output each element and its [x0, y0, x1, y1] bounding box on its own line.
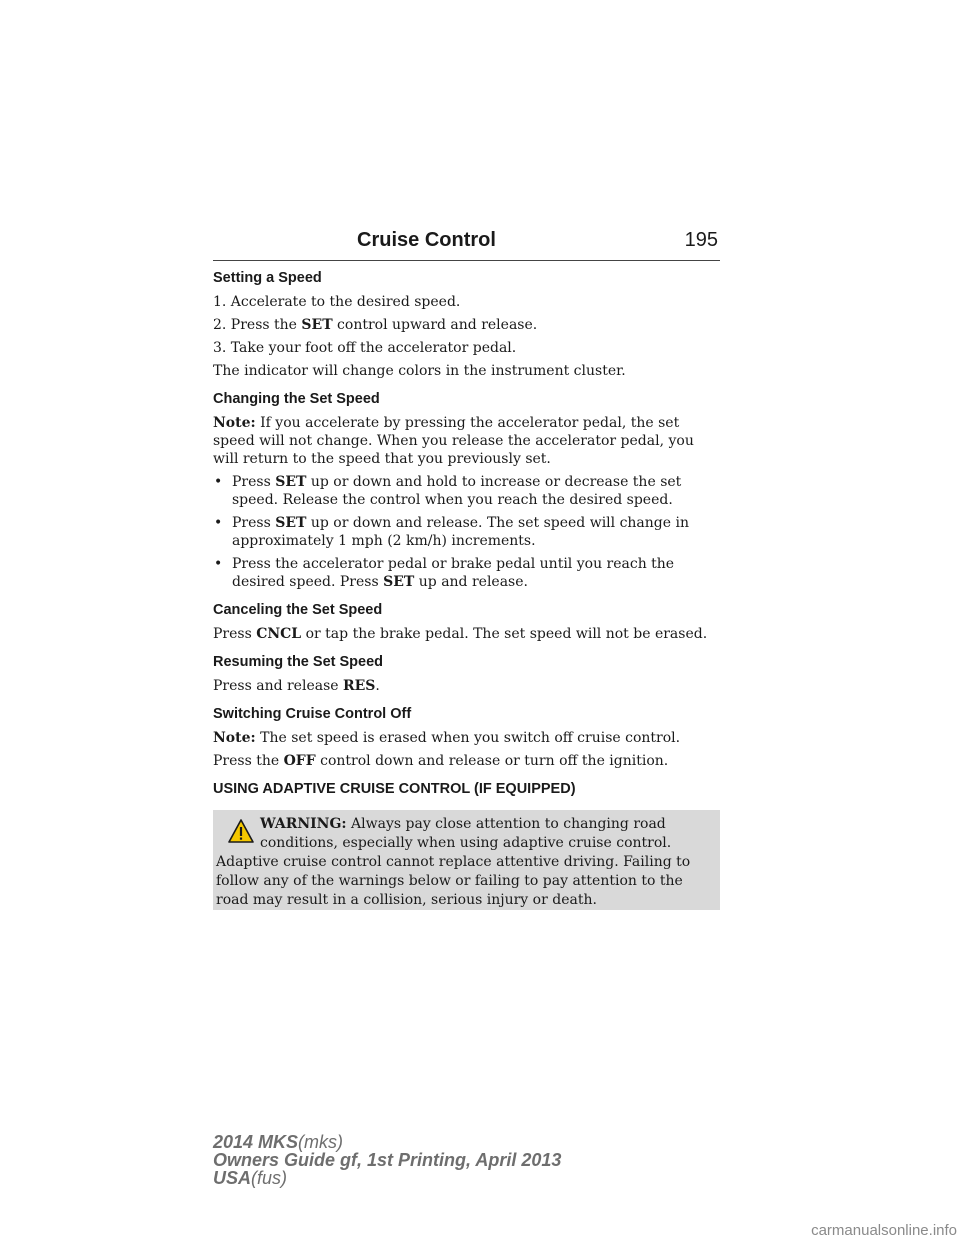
setting-step-2 — [213, 316, 723, 334]
model-code: (mks) — [298, 1132, 344, 1152]
bullet-item — [213, 514, 723, 550]
text: Press — [213, 626, 257, 642]
text: Press — [232, 515, 276, 531]
setting-step-1: 1. Accelerate to the desired speed. — [213, 294, 461, 310]
page-header — [213, 229, 720, 261]
warning-label: WARNING: — [260, 816, 347, 832]
header-rule — [213, 260, 720, 261]
text: or tap the brake pedal. The set speed will not be erased. — [301, 626, 708, 642]
text: . — [375, 678, 380, 694]
note-label: Note: — [213, 415, 256, 431]
watermark: carmanualsonline.info — [811, 1222, 957, 1239]
warning-line-2: conditions, especially when using adaptive cruise control. — [260, 835, 672, 851]
market-code: (fus) — [251, 1168, 288, 1188]
note-text: The set speed is erased when you switch off cruise control. — [255, 730, 681, 746]
warning-box — [213, 810, 720, 910]
text: 2. Press the — [213, 317, 302, 333]
switching-text — [213, 752, 723, 770]
heading-switching-off: Switching Cruise Control Off — [213, 706, 412, 722]
canceling-text — [213, 625, 723, 643]
heading-resuming-speed: Resuming the Set Speed — [213, 654, 384, 670]
setting-step-3: 3. Take your foot off the accelerator pedal. — [213, 340, 517, 356]
control-name-off: OFF — [283, 753, 316, 769]
note-label: Note: — [213, 730, 256, 746]
warning-text — [216, 815, 716, 910]
text: Always pay close attention to changing road — [346, 816, 666, 832]
warning-line-1 — [216, 815, 716, 834]
heading-canceling-speed: Canceling the Set Speed — [213, 602, 383, 618]
section-title: Cruise Control — [357, 229, 496, 251]
model-name: 2014 MKS — [213, 1132, 299, 1152]
heading-changing-speed: Changing the Set Speed — [213, 391, 380, 407]
text: control upward and release. — [332, 317, 538, 333]
bullet-item — [213, 473, 723, 509]
control-name-cncl: CNCL — [256, 626, 302, 642]
heading-setting-speed: Setting a Speed — [213, 270, 322, 286]
control-name-set: SET — [301, 317, 333, 333]
control-name-set: SET — [383, 574, 415, 590]
control-name-set: SET — [275, 474, 307, 490]
page-footer — [213, 1133, 561, 1187]
bullet-icon: • — [214, 474, 223, 490]
note-text: If you accelerate by pressing the accelerator pedal, the set speed will not change. When you release the accelerator pedal, you will return to the speed that you previously set. — [213, 415, 694, 467]
bullet-icon: • — [214, 515, 223, 531]
text: Press — [232, 474, 276, 490]
warning-body: Adaptive cruise control cannot replace attentive driving. Failing to follow any of the warnings below or failing to pay attention to the road may result in a collision, serious injury or death. — [216, 854, 691, 908]
indicator-text: The indicator will change colors in the instrument cluster. — [213, 363, 626, 379]
switching-note — [213, 729, 723, 747]
market-name: USA — [213, 1168, 252, 1188]
footer-line-1 — [213, 1133, 561, 1151]
text: Press the — [213, 753, 284, 769]
footer-line-2: Owners Guide gf, 1st Printing, April 2013 — [213, 1150, 562, 1170]
text: control down and release or turn off the ignition. — [315, 753, 669, 769]
control-name-set: SET — [275, 515, 307, 531]
bullet-item — [213, 555, 723, 591]
control-name-res: RES — [343, 678, 376, 694]
text: up or down and hold to increase or decrease the set speed. Release the control when you reach the desired speed. — [232, 474, 682, 508]
text: up and release. — [414, 574, 528, 590]
text: up or down and release. The set speed will change in approximately 1 mph (2 km/h) increments. — [232, 515, 689, 549]
changing-note — [213, 414, 723, 468]
text: Press the accelerator pedal or brake pedal until you reach the desired speed. Press — [232, 556, 675, 590]
heading-adaptive-cruise: USING ADAPTIVE CRUISE CONTROL (IF EQUIPPED) — [213, 781, 576, 797]
page-content — [213, 269, 723, 804]
resuming-text — [213, 677, 723, 695]
page-number: 195 — [684, 229, 718, 251]
footer-line-3 — [213, 1169, 561, 1187]
bullet-icon: • — [214, 556, 223, 572]
text: Press and release — [213, 678, 343, 694]
